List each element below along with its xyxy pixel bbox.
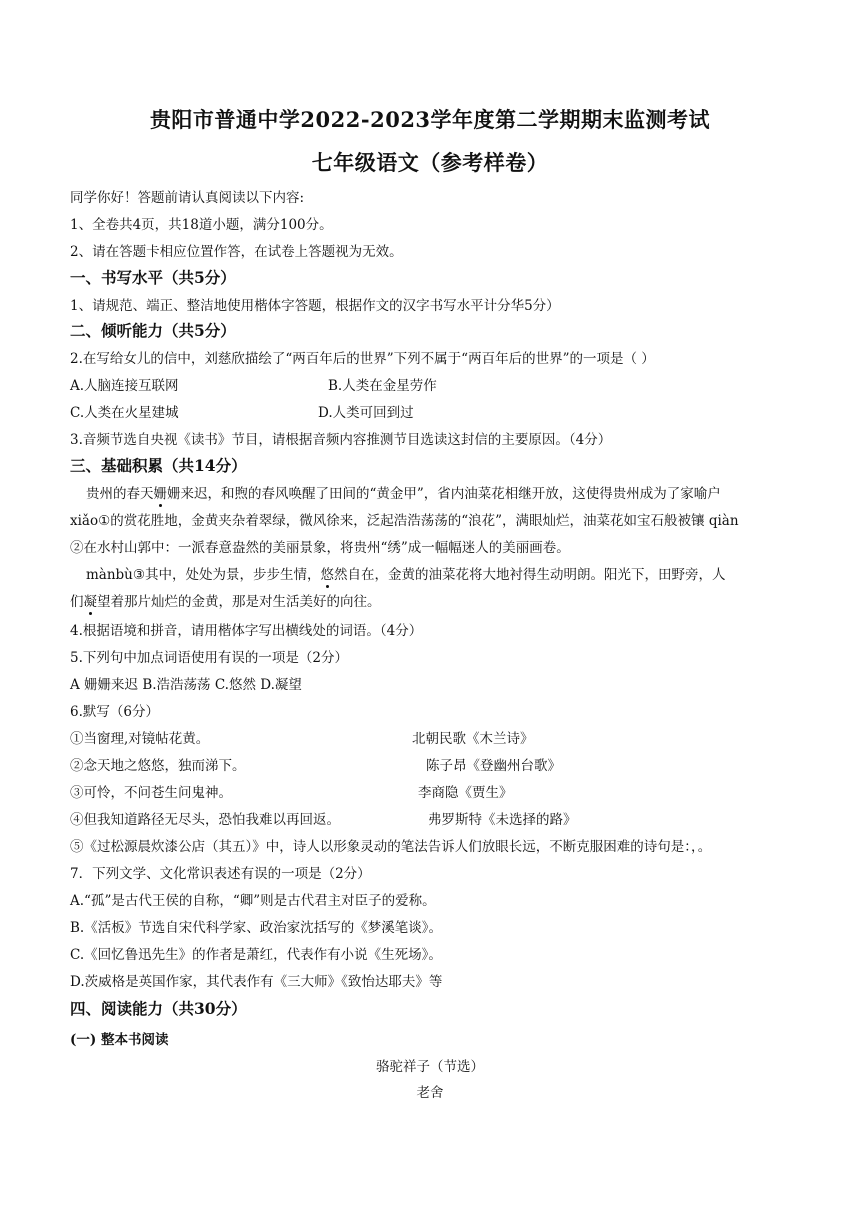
option-a: A.“孤”是古代王侯的自称，“卿”则是古代君主对臣子的爱称。 [70,893,436,909]
reading-author: 老舍 [416,1085,444,1101]
option-b: B.《活板》节选自宋代科学家、政治家沈括写的《梦溪笔谈》。 [70,920,442,936]
exam-subtitle: 七年级语文（参考样卷） [311,150,549,175]
recite-source: 北朝民歌《木兰诗》 [412,731,534,747]
passage-text: 贵州的春天 [86,486,154,502]
recite-line: ①当窗理,对镜帖花黄。 [70,731,210,747]
question-5-options: A 姗姗来迟 B.浩浩荡荡 C.悠然 D.凝望 [70,677,302,693]
intro-line: 2、请在答题卡相应位置作答，在试卷上答题视为无效。 [70,244,403,260]
passage-text: 们 [70,594,84,610]
exam-title: 贵阳市普通中学2022-2023学年度第二学期期末监测考试 [149,107,711,132]
passage-line [70,593,381,611]
question-4: 4.根据语境和拼音，请用楷体字写出横线处的词语。（4分） [70,623,423,639]
question-7: 7．下列文学、文化常识表述有误的一项是（2分） [70,866,371,882]
passage-text: 姗来迟，和煦的春风唤醒了田间的“黄金甲”，省内油菜花相继开放，这使得贵州成为了家喻户 [167,486,721,502]
recite-line: ④但我知道路径无尽头，恐怕我难以再回返。 [70,812,340,828]
recite-line: ③可怜，不问苍生问鬼神。 [70,785,232,801]
passage-text: mànbù③其中，处处为景，步步生情， [86,567,321,583]
option-c: C.《回忆鲁迅先生》的作者是萧红，代表作有小说《生死场》。 [70,947,442,963]
option-c: C.人类在火星建城 [70,405,179,421]
recite-line: ⑤《过松源晨炊漆公店（其五）》中，诗人以形象灵动的笔法告诉人们放眼长远，不断克服困难的诗句是：，。 [70,839,712,855]
passage-text: xiǎo①的赏花胜地，金黄夹杂着翠绿，微风徐来，泛起 [70,513,394,529]
section-heading: 一、书写水平（共5分） [70,268,236,287]
option-d: D.人类可回到过 [318,405,414,421]
emphasis-char: 凝 [83,594,97,610]
passage-line: ②在水村山郭中：一派春意盎然的美丽景象，将贵州“绣”成一幅幅迷人的美丽画卷。 [70,540,570,556]
recite-source: 陈子昂《登幽州台歌》 [426,758,561,774]
question-6: 6.默写（6分） [70,704,159,720]
section-heading: 三、基础积累（共14分） [70,456,247,475]
recite-source: 李商隐《贾生》 [418,785,513,801]
section-heading: 二、倾听能力（共5分） [70,321,236,340]
question-5: 5.下列句中加点词语使用有误的一项是（2分） [70,650,348,666]
intro-line: 同学你好！答题前请认真阅读以下内容: [70,190,305,206]
passage-line [86,485,721,503]
recite-source: 弗罗斯特《未选择的路》 [428,812,577,828]
option-d: D.茨威格是英国作家，其代表作有《三大师》《致怡达耶夫》等 [70,974,443,990]
emphasis-char: 悠 [320,567,334,583]
recite-line: ②念天地之悠悠，独而涕下。 [70,758,246,774]
passage-text: 浩浩荡荡 [393,513,448,529]
subsection-heading: (一) 整本书阅读 [70,1032,169,1048]
option-b: B.人类在金星劳作 [328,378,437,394]
passage-line [86,566,725,584]
emphasis-char: 姗 [153,486,167,502]
question-1: 1、请规范、端正、整洁地使用楷体字答题，根据作文的汉字书写水平计分华5分） [70,298,560,314]
passage-text: 望着那片灿烂的金黄，那是对生活美好的向往。 [97,594,381,610]
intro-line: 1、全卷共4页，共18道小题，满分100分。 [70,217,333,233]
reading-title: 骆驼祥子（节选） [376,1059,484,1075]
question-3: 3.音频节选自央视《读书》节目，请根据音频内容推测节目选读这封信的主要原因。（4分） [70,432,612,448]
option-a: A.人脑连接互联网 [70,378,179,394]
section-heading: 四、阅读能力（共30分） [70,999,247,1018]
passage-line [70,512,739,530]
passage-text: 然自在，金黄的油菜花将大地衬得生动明朗。阳光下，田野旁，人 [333,567,726,583]
passage-text: 的“浪花”，满眼灿烂，油菜花如宝石般被镶 qiàn [447,513,739,529]
question-2: 2.在写给女儿的信中，刘慈欣描绘了“两百年后的世界”下列不属于“两百年后的世界”的一项是（ ） [70,351,655,367]
